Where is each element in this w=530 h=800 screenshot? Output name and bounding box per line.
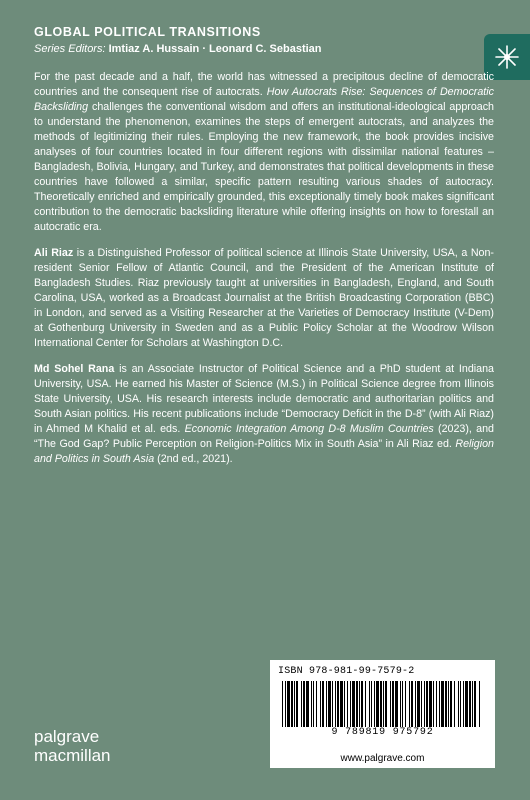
isbn-digits: 9 789819 975792 (331, 727, 434, 738)
publisher-logo-line1: palgrave (34, 727, 100, 746)
series-editors-label: Series Editors: (34, 43, 106, 55)
author-bio-ali-riaz: Ali Riaz is a Distinguished Professor of political science at Illinois State University, USA, a Non-resident Senior Fellow of Atlantic Council, and the President of the American Institute of Bangladesh Studies. Riaz previously taught at universities in Bangladesh, England, and South Carolina, USA, worked as a Broadcast Journalist at the British Broadcasting Corporation (BBC) in London, and served as a Visiting Researcher at the Varieties of Democracy Institute (V-Dem) at Gothenburg University in Sweden and as a Public Policy Scholar at the Woodrow Wilson International Center for Scholars at Washington D.C. (34, 247, 494, 349)
author-name: Ali Riaz (34, 247, 74, 259)
publisher-logo-line2: macmillan (34, 746, 111, 765)
book-title: How Autocrats Rise: Sequences of Democratic Backsliding (34, 86, 494, 113)
series-editors (34, 43, 322, 55)
author-bio-sohel-rana: Md Sohel Rana is an Associate Instructor of Political Science and a PhD student at Indiana University, USA. He earned his Master of Science (M.S.) in Political Science degree from Illinois State University, USA. His research interests include democratic and authoritarian politics and South Asian politics. His recent publications include “Democracy Deficit in the D-8” (with Ali Riaz) in Ahmed M Khalid et al. eds. Economic Integration Among D-8 Muslim Countries (2023), and “The God Gap? Public Perception on Religion-Politics Mix in South Asia” in Ali Riaz ed. Religion and Politics in South Asia (2nd ed., 2021). (34, 363, 494, 465)
publisher-logo (34, 727, 111, 765)
back-cover-text (34, 70, 494, 478)
book-description: For the past decade and a half, the world has witnessed a precipitous decline of democratic countries and the consequent rise of autocrats. How Autocrats Rise: Sequences of Democratic Backsliding challenges the conventional wisdom and offers an institutional-ideological approach to understand the phenomenon, examines the steps of emergent autocrats, and analyzes the methods of legitimizing their rules. Employing the new framework, the book provides incisive analyses of four countries located in four different regions with dissimilar national features – Bangladesh, Bolivia, Hungary, and Turkey, and demonstrates that political developments in these countries have followed a similar, specific pattern resulting various shades of autocracy. Theoretically enriched and empirically grounded, this exceptionally timely book makes significant contribution to the democratic backsliding literature while offering insights on how to forestall an autocratic era. (34, 71, 494, 233)
series-header (34, 25, 322, 55)
isbn-label: ISBN 978-981-99-7579-2 (278, 666, 415, 677)
series-title: GLOBAL POLITICAL TRANSITIONS (34, 25, 261, 39)
barcode-panel (270, 660, 495, 768)
author-name: Md Sohel Rana (34, 363, 115, 375)
barcode-image (278, 681, 487, 727)
sparkle-icon (494, 44, 520, 70)
publisher-website: www.palgrave.com (340, 753, 425, 764)
series-editors-names: Imtiaz A. Hussain · Leonard C. Sebastian (108, 43, 322, 55)
